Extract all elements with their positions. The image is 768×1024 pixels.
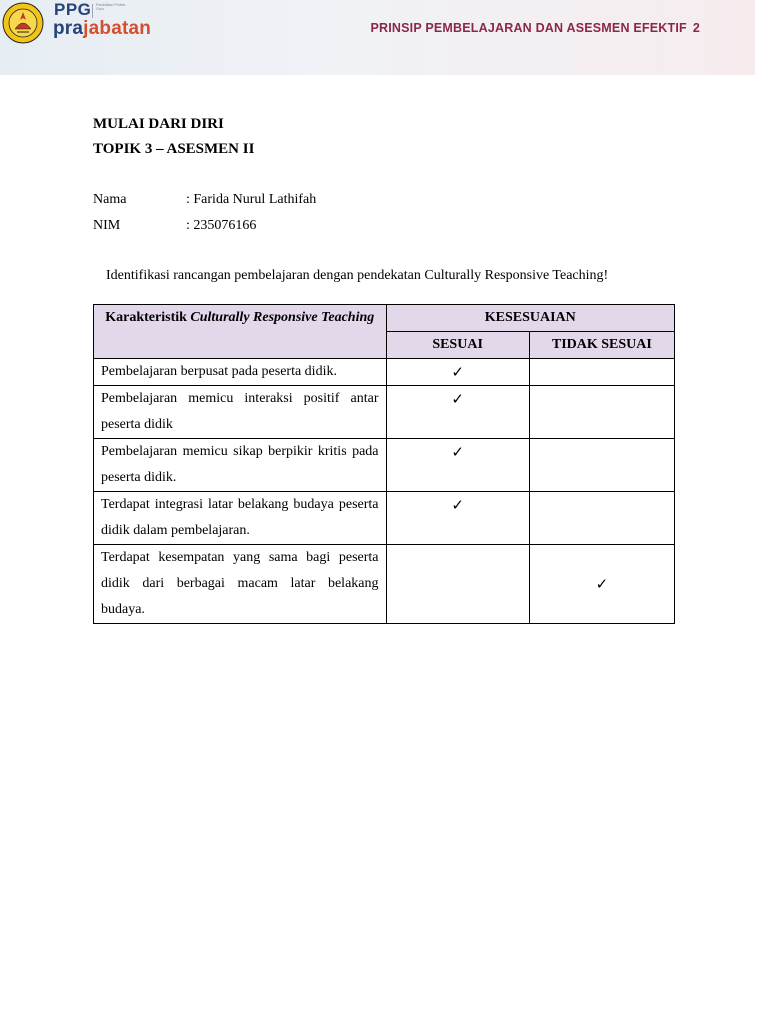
table-row	[94, 386, 675, 439]
heading-topik: TOPIK 3 – ASESMEN II	[93, 141, 255, 157]
logo-prajabatan: prajabatan	[53, 18, 152, 39]
info-label: Nama	[93, 192, 127, 207]
criterion-cell: Pembelajaran memicu sikap berpikir kritis pada peserta didik.	[94, 439, 387, 492]
tidak-sesuai-check-cell	[529, 439, 674, 492]
header-tidak-sesuai: TIDAK SESUAI	[529, 332, 674, 359]
info-label: NIM	[93, 218, 121, 233]
criterion-cell: Pembelajaran berpusat pada peserta didik.	[94, 359, 387, 386]
criterion-cell: Pembelajaran memicu interaksi positif antar peserta didik	[94, 386, 387, 439]
logo-ppg-text: PPG	[54, 0, 92, 19]
sesuai-check-cell: ✓	[386, 439, 529, 492]
table-row	[94, 359, 675, 386]
header-karakteristik: Karakteristik Culturally Responsive Teaching	[94, 305, 387, 359]
sesuai-check-cell	[386, 545, 529, 624]
criterion-cell: Terdapat integrasi latar belakang budaya peserta didik dalam pembelajaran.	[94, 492, 387, 545]
sesuai-check-cell: ✓	[386, 492, 529, 545]
heading-mulai-dari-diri: MULAI DARI DIRI	[93, 116, 224, 132]
page-header	[0, 0, 755, 75]
info-row-nim	[93, 218, 256, 234]
info-value: : 235076166	[186, 218, 257, 233]
tidak-sesuai-check-cell	[529, 386, 674, 439]
instruction-text: Identifikasi rancangan pembelajaran dengan pendekatan Culturally Responsive Teaching!	[106, 268, 609, 283]
sesuai-check-cell: ✓	[386, 386, 529, 439]
table-row	[94, 492, 675, 545]
info-row-nama	[93, 192, 316, 208]
logo-divider	[92, 4, 93, 18]
info-value: : Farida Nurul Lathifah	[186, 192, 317, 207]
tidak-sesuai-check-cell	[529, 359, 674, 386]
table-row	[94, 545, 675, 624]
tidak-sesuai-check-cell: ✓	[529, 545, 674, 624]
tidak-sesuai-check-cell	[529, 492, 674, 545]
header-sesuai: SESUAI	[386, 332, 529, 359]
sesuai-check-cell: ✓	[386, 359, 529, 386]
page-number: 2	[692, 21, 700, 35]
logo-subtitle: Pendidikan Profesi Guru	[96, 3, 126, 11]
table-row	[94, 439, 675, 492]
criterion-cell: Terdapat kesempatan yang sama bagi peserta didik dari berbagai macam latar belakang budaya.	[94, 545, 387, 624]
header-title: PRINSIP PEMBELAJARAN DAN ASESMEN EFEKTIF 2	[370, 21, 700, 35]
university-seal-icon	[2, 2, 44, 44]
crt-table	[93, 304, 675, 624]
header-kesesuaian: KESESUAIAN	[386, 305, 675, 332]
